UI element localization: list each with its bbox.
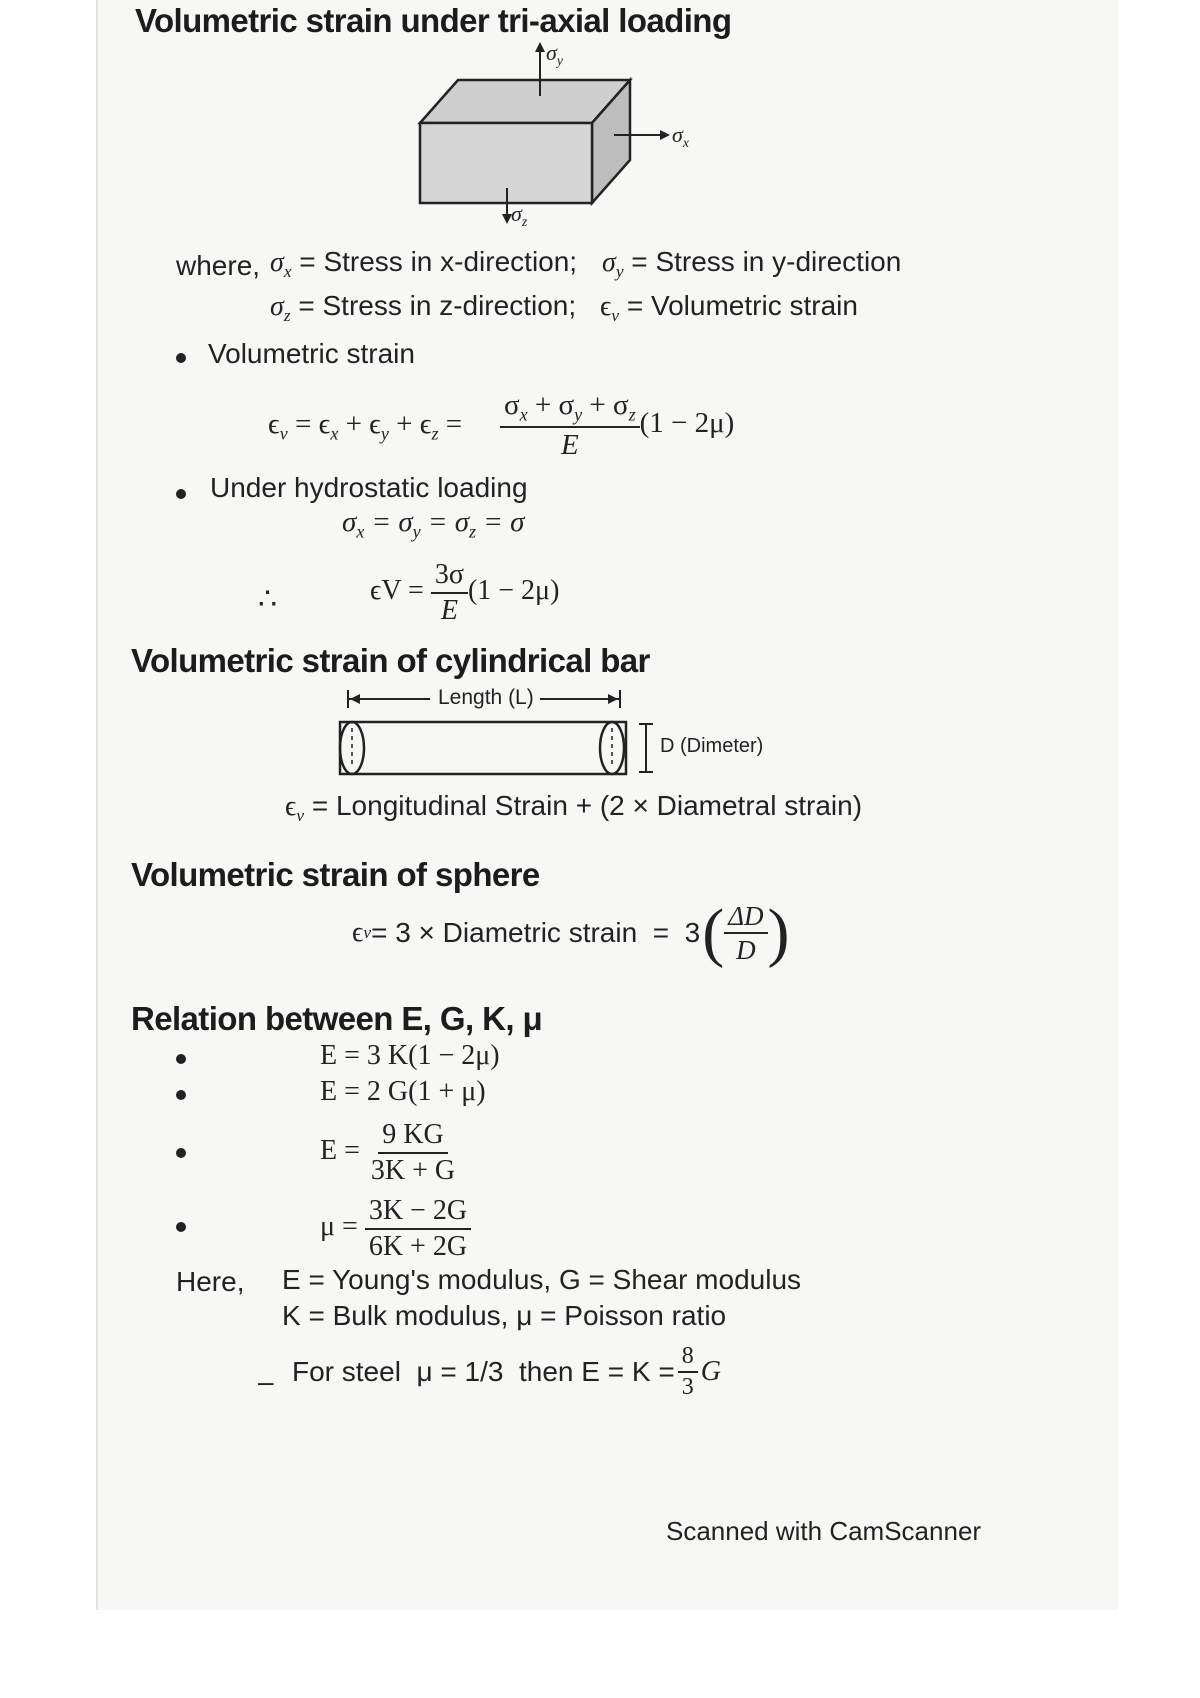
equation-hydrostatic-strain: ϵV = $\frac{3\sigma}{E}$ (1 − 2μ) xyxy=(370,559,560,626)
equation-e-bulk: E = 3 K(1 − 2μ) xyxy=(320,1040,500,1071)
heading-cylindrical-bar: Volumetric strain of cylindrical bar xyxy=(131,642,650,679)
bullet-volumetric-strain: Volumetric strain xyxy=(208,338,415,369)
camscanner-watermark: Scanned with CamScanner xyxy=(666,1516,982,1546)
label-sigma-z: $\sigma_z$ xyxy=(511,201,528,229)
here-prefix: Here, xyxy=(176,1266,245,1297)
diameter-label: D (Dimeter) xyxy=(660,735,764,757)
equation-sphere-strain: ϵ v = 3 × Diametric strain = 3 ( $\frac{\Delta D}{D}$ ) xyxy=(352,896,790,970)
bullet-hydrostatic: Under hydrostatic loading xyxy=(210,472,528,503)
bullet xyxy=(176,353,186,363)
label-sigma-x: $\sigma_x$ xyxy=(672,122,689,150)
equation-volumetric-fraction: $\frac{\sigma_x + \sigma_y + \sigma_z}{E}$ (1 − 2μ) xyxy=(500,388,734,463)
steel-relation: For steel μ = 1/3 then E = K = $\frac{8}{3}$ G xyxy=(292,1343,721,1400)
equation-volumetric-strain: $\epsilon_v = \epsilon_x + \epsilon_y + \epsilon_z$ = xyxy=(268,408,463,444)
heading-relation: Relation between E, G, K, μ xyxy=(131,1000,543,1037)
equation-cylinder-strain: $\epsilon_v$ = Longitudinal Strain + (2 × Diametral strain) xyxy=(285,790,863,826)
equation-e-kg: E = $\frac{9 KG}{3K + G}$ xyxy=(320,1119,456,1186)
bullet xyxy=(176,1148,186,1158)
equation-poisson: μ = $\frac{3K - 2G}{6K + 2G}$ xyxy=(320,1194,471,1263)
length-label: Length (L) xyxy=(434,686,538,710)
dash: – xyxy=(258,1366,274,1397)
label-sigma-y: $\sigma_y$ xyxy=(546,40,563,68)
bullet xyxy=(176,489,186,499)
def-epsilon-v: $\epsilon_v$ = Volumetric strain xyxy=(600,290,858,326)
def-sigma-x: $\sigma_x$ = Stress in x-direction; xyxy=(270,246,578,282)
def-sigma-y: $\sigma_y$ = Stress in y-direction xyxy=(602,246,902,282)
here-line-1: E = Young's modulus, G = Shear modulus xyxy=(282,1264,802,1295)
heading-triaxial: Volumetric strain under tri-axial loading xyxy=(135,2,732,39)
bullet xyxy=(176,1054,186,1064)
def-sigma-z: $\sigma_z$ = Stress in z-direction; xyxy=(270,290,577,326)
equation-e-shear: E = 2 G(1 + μ) xyxy=(320,1076,486,1107)
equation-hydrostatic: $\sigma_x = \sigma_y = \sigma_z = \sigma$ xyxy=(342,506,525,542)
bullet xyxy=(176,1222,186,1232)
here-line-2: K = Bulk modulus, μ = Poisson ratio xyxy=(282,1300,727,1331)
heading-sphere: Volumetric strain of sphere xyxy=(131,856,540,893)
therefore-symbol: ∴ xyxy=(258,583,278,616)
bullet xyxy=(176,1090,186,1100)
where-prefix: where, xyxy=(176,250,261,281)
